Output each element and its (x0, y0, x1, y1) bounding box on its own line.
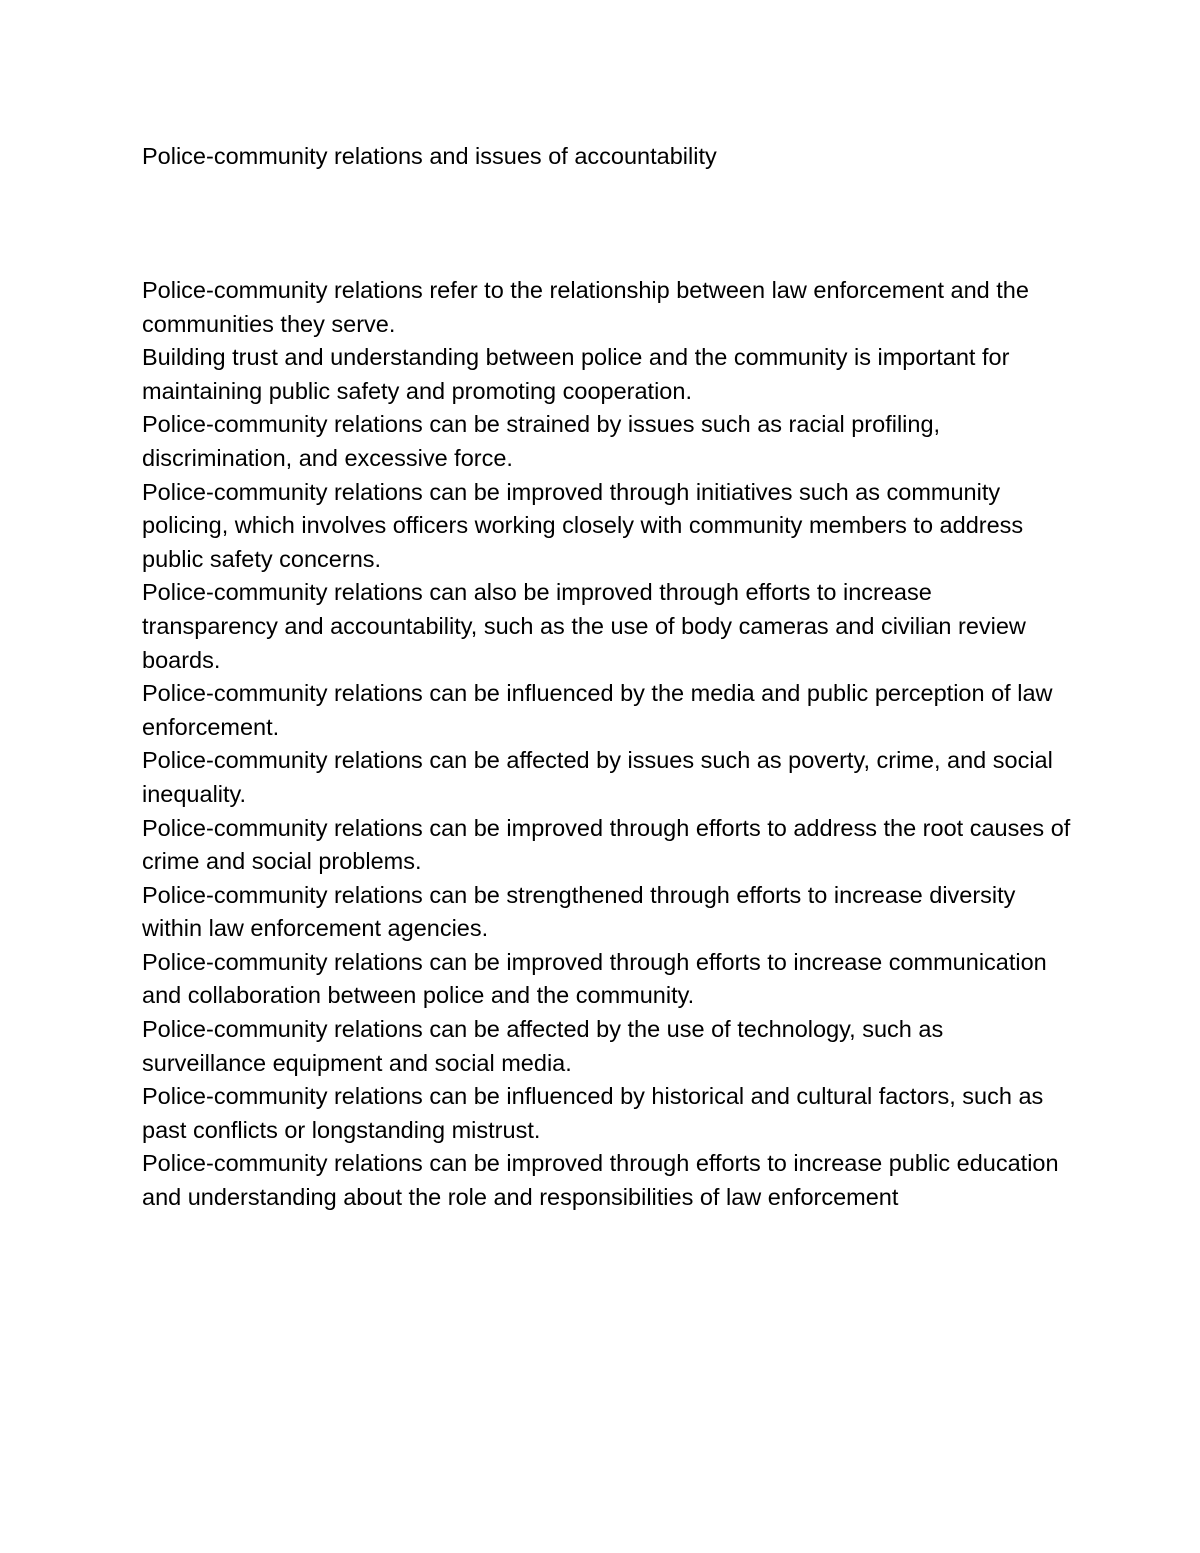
paragraph-10: Police-community relations can be improved through efforts to increase communication and collaboration between police and the community. (142, 948, 1047, 1009)
paragraph-3: Police-community relations can be strained by issues such as racial profiling, discrimination, and excessive force. (142, 411, 941, 471)
paragraph-4: Police-community relations can be improved through initiatives such as community policing, which involves officers working closely with community members to address public safety concerns. (142, 478, 1024, 572)
paragraph-8: Police-community relations can be improved through efforts to address the root causes of crime and social problems. (142, 814, 1071, 875)
paragraph-13: Police-community relations can be improved through efforts to increase public education and understanding about the role and responsibilities of law enforcement (142, 1150, 1059, 1211)
paragraph-11: Police-community relations can be affected by the use of technology, such as surveillance equipment and social media. (142, 1016, 944, 1076)
paragraph-2: Building trust and understanding between police and the community is important for maintaining public safety and promoting cooperation. (142, 344, 1010, 404)
paragraph-9: Police-community relations can be strengthened through efforts to increase diversity within law enforcement agencies. (142, 881, 1016, 942)
paragraph-7: Police-community relations can be affected by issues such as poverty, crime, and social inequality. (142, 747, 1053, 807)
document-title: Police-community relations and issues of accountability (142, 143, 717, 169)
paragraph-5: Police-community relations can also be improved through efforts to increase transparency and accountability, such as the use of body cameras and civilian review boards. (142, 579, 1026, 673)
paragraph-6: Police-community relations can be influenced by the media and public perception of law enforcement. (142, 680, 1053, 740)
paragraph-12: Police-community relations can be influenced by historical and cultural factors, such as past conflicts or longstanding mistrust. (142, 1083, 1044, 1143)
paragraph-1: Police-community relations refer to the relationship between law enforcement and the communities they serve. (142, 277, 1029, 337)
document-body (142, 274, 1072, 1215)
